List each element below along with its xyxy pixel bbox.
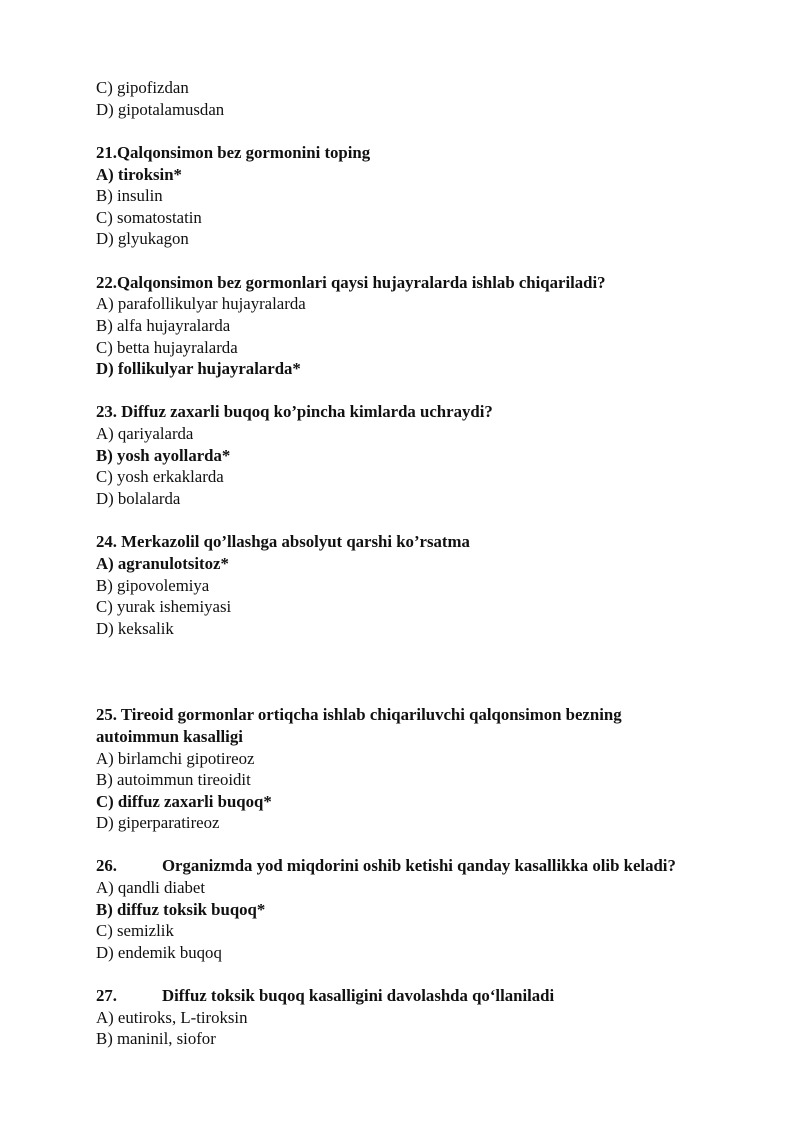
question-number: 26. [96, 856, 117, 875]
option-line: B) autoimmun tireoidit [96, 770, 251, 789]
correct-option: B) yosh ayollarda* [96, 446, 231, 465]
option-line: C) somatostatin [96, 208, 202, 227]
option-line: C) yurak ishemiyasi [96, 597, 232, 616]
option-line: A) qandli diabet [96, 878, 206, 897]
option-line: A) eutiroks, L-tiroksin [96, 1008, 248, 1027]
option-line: D) bolalarda [96, 489, 181, 508]
option-line: C) gipofizdan [96, 78, 189, 97]
option-line: B) alfa hujayralarda [96, 316, 231, 335]
correct-option: C) diffuz zaxarli buqoq* [96, 792, 272, 811]
option-line: C) semizlik [96, 921, 174, 940]
question-title: 23. Diffuz zaxarli buqoq ko’pincha kimlarda uchraydi? [96, 402, 493, 421]
question-text: Diffuz toksik buqoq kasalligini davolashda qo‘llaniladi [162, 986, 555, 1005]
option-line: A) qariyalarda [96, 424, 194, 443]
option-line: D) keksalik [96, 619, 174, 638]
question-title [96, 855, 676, 876]
option-line: B) gipovolemiya [96, 576, 210, 595]
question-title: 24. Merkazolil qo’llashga absolyut qarshi ko’rsatma [96, 532, 470, 551]
correct-option: B) diffuz toksik buqoq* [96, 900, 266, 919]
option-line: B) insulin [96, 186, 163, 205]
correct-option: A) tiroksin* [96, 165, 182, 184]
question-number: 27. [96, 986, 117, 1005]
question-title: 25. Tireoid gormonlar ortiqcha ishlab chiqariluvchi qalqonsimon bezning [96, 705, 622, 724]
option-line: A) parafollikulyar hujayralarda [96, 294, 306, 313]
option-line: D) glyukagon [96, 229, 189, 248]
option-line: C) yosh erkaklarda [96, 467, 224, 486]
option-line: C) betta hujayralarda [96, 338, 238, 357]
question-title-continued: autoimmun kasalligi [96, 727, 243, 746]
option-line: D) endemik buqoq [96, 943, 222, 962]
option-line: A) birlamchi gipotireoz [96, 749, 255, 768]
option-line: B) maninil, siofor [96, 1029, 216, 1048]
question-title [96, 985, 554, 1006]
question-title: 22.Qalqonsimon bez gormonlari qaysi hujayralarda ishlab chiqariladi? [96, 273, 606, 292]
option-line: D) giperparatireoz [96, 813, 220, 832]
option-line: D) gipotalamusdan [96, 100, 225, 119]
question-text: Organizmda yod miqdorini oshib ketishi qanday kasallikka olib keladi? [162, 856, 676, 875]
question-title: 21.Qalqonsimon bez gormonini toping [96, 143, 371, 162]
correct-option: D) follikulyar hujayralarda* [96, 359, 301, 378]
correct-option: A) agranulotsitoz* [96, 554, 229, 573]
